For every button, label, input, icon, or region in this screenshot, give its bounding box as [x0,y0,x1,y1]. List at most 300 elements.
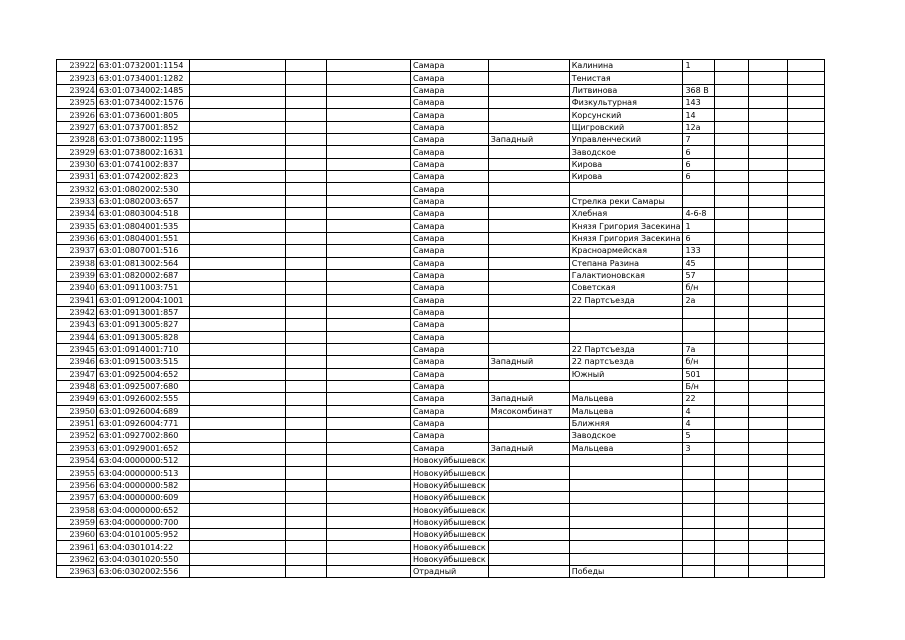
row-number-cell: 23933 [57,195,97,207]
street-cell: Мальцева [569,393,683,405]
street-cell: Мальцева [569,405,683,417]
empty-cell [788,553,825,565]
empty-cell [715,257,749,269]
empty-cell [286,566,327,578]
house-cell: 501 [683,368,715,380]
row-number-cell: 23947 [57,368,97,380]
cadastral-number-cell: 63:04:0301020:550 [97,553,190,565]
empty-cell [749,220,788,232]
empty-cell [190,541,286,553]
empty-cell [715,121,749,133]
empty-cell [327,467,411,479]
house-cell [683,319,715,331]
empty-cell [286,232,327,244]
row-number-cell: 23952 [57,430,97,442]
empty-cell [327,121,411,133]
empty-cell [715,72,749,84]
empty-cell [749,158,788,170]
empty-cell [788,158,825,170]
empty-cell [286,368,327,380]
empty-cell [327,492,411,504]
empty-cell [788,393,825,405]
city-cell: Новокуйбышевск [411,492,489,504]
district-cell [488,121,569,133]
district-cell [488,232,569,244]
empty-cell [190,455,286,467]
cadastral-number-cell: 63:06:0302002:556 [97,566,190,578]
city-cell: Самара [411,306,489,318]
empty-cell [715,343,749,355]
empty-cell [286,504,327,516]
table-row [57,282,825,294]
district-cell [488,306,569,318]
house-cell: б/н [683,356,715,368]
empty-cell [715,492,749,504]
cadastral-number-cell: 63:01:0929001:652 [97,442,190,454]
cadastral-number-cell: 63:01:0736001:805 [97,109,190,121]
city-cell: Самара [411,343,489,355]
empty-cell [190,220,286,232]
empty-cell [190,368,286,380]
row-number-cell: 23943 [57,319,97,331]
empty-cell [749,343,788,355]
city-cell: Самара [411,356,489,368]
cadastral-number-cell: 63:01:0802002:530 [97,183,190,195]
empty-cell [788,171,825,183]
empty-cell [715,455,749,467]
city-cell: Самара [411,60,489,72]
empty-cell [749,504,788,516]
house-cell: 1 [683,60,715,72]
table-row [57,146,825,158]
house-cell: 12а [683,121,715,133]
house-cell [683,529,715,541]
house-cell [683,183,715,195]
table-row [57,294,825,306]
city-cell: Самара [411,97,489,109]
district-cell [488,60,569,72]
district-cell [488,282,569,294]
city-cell: Самара [411,232,489,244]
empty-cell [749,134,788,146]
empty-cell [327,393,411,405]
empty-cell [286,430,327,442]
cadastral-number-cell: 63:01:0926004:771 [97,417,190,429]
row-number-cell: 23925 [57,97,97,109]
cadastral-number-cell: 63:01:0804001:551 [97,232,190,244]
row-number-cell: 23922 [57,60,97,72]
cadastral-number-cell: 63:01:0804001:535 [97,220,190,232]
empty-cell [286,405,327,417]
street-cell [569,492,683,504]
empty-cell [788,417,825,429]
row-number-cell: 23962 [57,553,97,565]
row-number-cell: 23927 [57,121,97,133]
empty-cell [286,417,327,429]
table-row [57,97,825,109]
house-cell: 7а [683,343,715,355]
empty-cell [190,306,286,318]
empty-cell [788,455,825,467]
empty-cell [286,380,327,392]
empty-cell [286,356,327,368]
district-cell [488,257,569,269]
street-cell: 22 партсъезда [569,356,683,368]
cadastral-number-cell: 63:01:0734002:1485 [97,84,190,96]
table-row [57,380,825,392]
empty-cell [327,146,411,158]
city-cell: Самара [411,171,489,183]
house-cell [683,306,715,318]
street-cell: 22 Партсъезда [569,294,683,306]
row-number-cell: 23935 [57,220,97,232]
cadastral-number-cell: 63:01:0925007:680 [97,380,190,392]
street-cell [569,479,683,491]
empty-cell [190,393,286,405]
table-row [57,442,825,454]
district-cell [488,195,569,207]
empty-cell [749,516,788,528]
street-cell: Южный [569,368,683,380]
empty-cell [190,430,286,442]
empty-cell [749,479,788,491]
district-cell [488,158,569,170]
house-cell: 45 [683,257,715,269]
row-number-cell: 23946 [57,356,97,368]
empty-cell [190,195,286,207]
table-body [57,60,825,578]
empty-cell [788,282,825,294]
empty-cell [749,245,788,257]
cadastral-number-cell: 63:01:0915003:515 [97,356,190,368]
empty-cell [749,97,788,109]
district-cell [488,553,569,565]
street-cell [569,331,683,343]
empty-cell [190,566,286,578]
cadastral-number-cell: 63:01:0738002:1631 [97,146,190,158]
cadastral-number-cell: 63:01:0926004:689 [97,405,190,417]
empty-cell [788,430,825,442]
street-cell [569,553,683,565]
empty-cell [286,134,327,146]
house-cell: 22 [683,393,715,405]
empty-cell [327,97,411,109]
cadastral-number-cell: 63:01:0807001:516 [97,245,190,257]
table-row [57,257,825,269]
street-cell [569,541,683,553]
street-cell [569,516,683,528]
empty-cell [327,60,411,72]
empty-cell [715,504,749,516]
street-cell [569,380,683,392]
city-cell: Самара [411,331,489,343]
district-cell [488,319,569,331]
empty-cell [788,504,825,516]
table-row [57,529,825,541]
empty-cell [788,356,825,368]
table-row [57,566,825,578]
row-number-cell: 23934 [57,208,97,220]
cadastral-number-cell: 63:04:0000000:513 [97,467,190,479]
empty-cell [327,282,411,294]
house-cell [683,479,715,491]
street-cell [569,183,683,195]
row-number-cell: 23938 [57,257,97,269]
city-cell: Самара [411,84,489,96]
row-number-cell: 23950 [57,405,97,417]
cadastral-number-cell: 63:01:0914001:710 [97,343,190,355]
empty-cell [327,269,411,281]
house-cell: 4 [683,417,715,429]
empty-cell [327,245,411,257]
table-row [57,479,825,491]
empty-cell [286,97,327,109]
empty-cell [715,529,749,541]
table-row [57,541,825,553]
city-cell: Новокуйбышевск [411,553,489,565]
empty-cell [749,72,788,84]
city-cell: Новокуйбышевск [411,479,489,491]
city-cell: Самара [411,294,489,306]
house-cell: 5 [683,430,715,442]
empty-cell [788,343,825,355]
empty-cell [327,430,411,442]
city-cell: Новокуйбышевск [411,455,489,467]
row-number-cell: 23939 [57,269,97,281]
empty-cell [286,553,327,565]
empty-cell [327,356,411,368]
empty-cell [190,171,286,183]
row-number-cell: 23945 [57,343,97,355]
cadastral-number-cell: 63:01:0732001:1154 [97,60,190,72]
empty-cell [286,393,327,405]
row-number-cell: 23923 [57,72,97,84]
empty-cell [327,343,411,355]
district-cell [488,84,569,96]
empty-cell [190,158,286,170]
empty-cell [715,158,749,170]
district-cell [488,380,569,392]
house-cell: 6 [683,171,715,183]
row-number-cell: 23932 [57,183,97,195]
empty-cell [788,331,825,343]
empty-cell [788,492,825,504]
empty-cell [327,319,411,331]
empty-cell [788,269,825,281]
row-number-cell: 23955 [57,467,97,479]
empty-cell [715,294,749,306]
table-row [57,109,825,121]
empty-cell [327,405,411,417]
district-cell: Западный [488,442,569,454]
row-number-cell: 23937 [57,245,97,257]
table-row [57,269,825,281]
row-number-cell: 23924 [57,84,97,96]
city-cell: Самара [411,146,489,158]
empty-cell [190,356,286,368]
district-cell: Западный [488,393,569,405]
empty-cell [190,121,286,133]
district-cell [488,294,569,306]
empty-cell [190,294,286,306]
cadastral-number-cell: 63:01:0926002:555 [97,393,190,405]
empty-cell [327,208,411,220]
district-cell: Западный [488,356,569,368]
table-row [57,492,825,504]
empty-cell [286,269,327,281]
city-cell: Самара [411,121,489,133]
cadastral-number-cell: 63:04:0000000:512 [97,455,190,467]
empty-cell [749,331,788,343]
empty-cell [327,455,411,467]
street-cell: Советская [569,282,683,294]
empty-cell [788,109,825,121]
cadastral-number-cell: 63:01:0741002:837 [97,158,190,170]
house-cell: 14 [683,109,715,121]
empty-cell [788,121,825,133]
table-row [57,368,825,380]
city-cell: Самара [411,282,489,294]
cadastral-number-cell: 63:01:0912004:1001 [97,294,190,306]
house-cell: 368 В [683,84,715,96]
empty-cell [327,380,411,392]
empty-cell [788,380,825,392]
empty-cell [749,183,788,195]
empty-cell [715,393,749,405]
street-cell: 22 Партсъезда [569,343,683,355]
house-cell [683,516,715,528]
cadastral-number-cell: 63:04:0000000:609 [97,492,190,504]
cadastral-number-cell: 63:01:0911003:751 [97,282,190,294]
empty-cell [286,158,327,170]
empty-cell [749,171,788,183]
city-cell: Самара [411,220,489,232]
empty-cell [327,171,411,183]
district-cell [488,417,569,429]
empty-cell [788,566,825,578]
empty-cell [715,306,749,318]
street-cell: Галактионовская [569,269,683,281]
empty-cell [715,220,749,232]
row-number-cell: 23941 [57,294,97,306]
empty-cell [715,442,749,454]
empty-cell [749,269,788,281]
empty-cell [749,442,788,454]
city-cell: Самара [411,430,489,442]
empty-cell [190,146,286,158]
house-cell [683,195,715,207]
house-cell [683,566,715,578]
house-cell: 7 [683,134,715,146]
city-cell: Самара [411,319,489,331]
city-cell: Самара [411,269,489,281]
empty-cell [190,380,286,392]
empty-cell [190,492,286,504]
house-cell: 4 [683,405,715,417]
district-cell [488,504,569,516]
street-cell: Хлебная [569,208,683,220]
district-cell [488,109,569,121]
empty-cell [749,121,788,133]
district-cell [488,492,569,504]
empty-cell [749,257,788,269]
empty-cell [788,368,825,380]
street-cell [569,455,683,467]
empty-cell [749,208,788,220]
row-number-cell: 23944 [57,331,97,343]
street-cell: Заводское [569,146,683,158]
empty-cell [286,171,327,183]
table-row [57,553,825,565]
house-cell [683,504,715,516]
row-number-cell: 23948 [57,380,97,392]
empty-cell [749,430,788,442]
house-cell: Б/н [683,380,715,392]
empty-cell [715,430,749,442]
street-cell: Князя Григория Засекина [569,232,683,244]
empty-cell [286,109,327,121]
house-cell: 6 [683,158,715,170]
street-cell: Физкультурная [569,97,683,109]
street-cell: Щигровский [569,121,683,133]
row-number-cell: 23961 [57,541,97,553]
table-row [57,121,825,133]
empty-cell [327,294,411,306]
row-number-cell: 23940 [57,282,97,294]
city-cell: Новокуйбышевск [411,504,489,516]
empty-cell [788,306,825,318]
empty-cell [715,84,749,96]
district-cell [488,72,569,84]
empty-cell [286,245,327,257]
empty-cell [788,516,825,528]
street-cell: Калинина [569,60,683,72]
empty-cell [327,504,411,516]
empty-cell [749,393,788,405]
row-number-cell: 23936 [57,232,97,244]
empty-cell [327,331,411,343]
empty-cell [749,356,788,368]
empty-cell [715,183,749,195]
empty-cell [749,492,788,504]
empty-cell [190,109,286,121]
table-row [57,430,825,442]
district-cell [488,541,569,553]
table-row [57,208,825,220]
row-number-cell: 23931 [57,171,97,183]
street-cell [569,467,683,479]
table-row [57,343,825,355]
empty-cell [190,319,286,331]
empty-cell [286,60,327,72]
city-cell: Самара [411,417,489,429]
street-cell: Корсунский [569,109,683,121]
empty-cell [715,134,749,146]
empty-cell [788,183,825,195]
empty-cell [190,516,286,528]
table-row [57,134,825,146]
city-cell: Самара [411,368,489,380]
empty-cell [749,541,788,553]
district-cell: Западный [488,134,569,146]
table-row [57,306,825,318]
table-row [57,331,825,343]
city-cell: Самара [411,109,489,121]
street-cell [569,319,683,331]
table-row [57,60,825,72]
empty-cell [190,269,286,281]
empty-cell [715,269,749,281]
